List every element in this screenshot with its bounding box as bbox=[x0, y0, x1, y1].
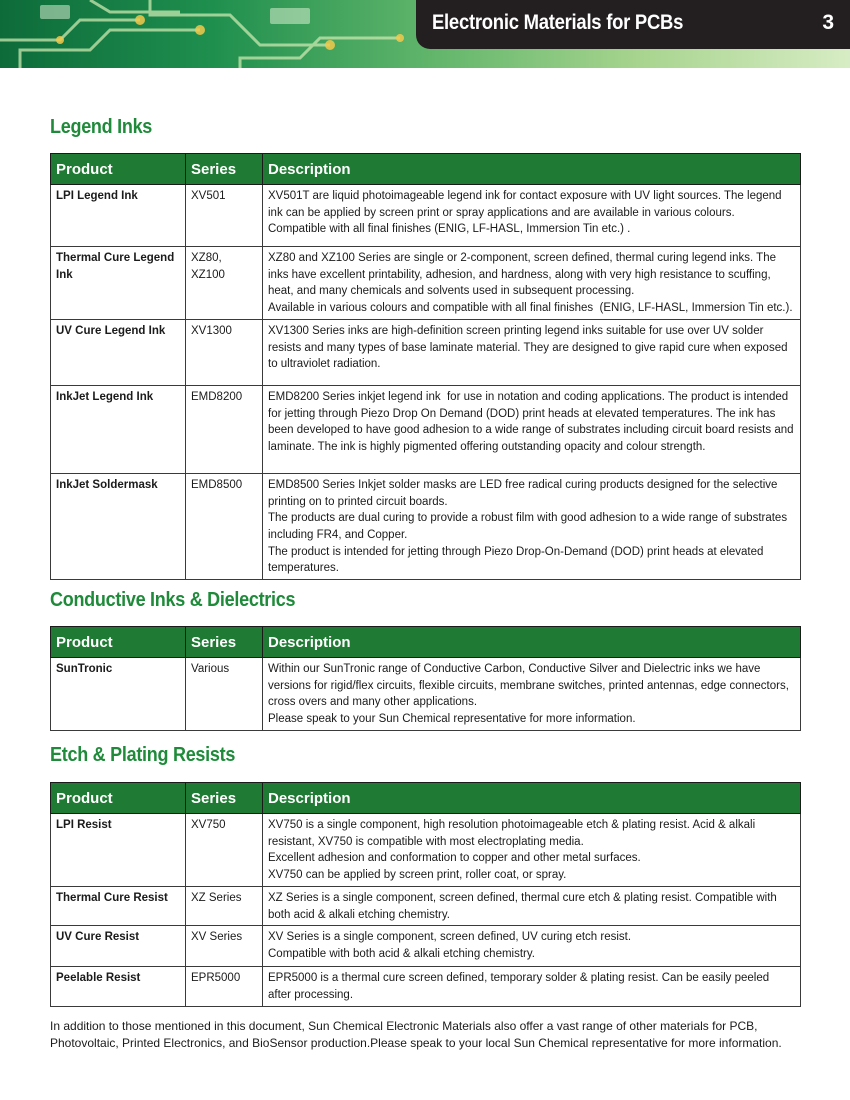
product-name: InkJet Legend Ink bbox=[51, 385, 186, 473]
product-description bbox=[263, 185, 801, 247]
table-row bbox=[51, 814, 801, 887]
description-line: Available in various colours and compatible with all final finishes (ENIG, LF-HASL, Immersion Tin etc.). bbox=[268, 302, 793, 315]
column-header-description: Description bbox=[263, 154, 801, 185]
table-row bbox=[51, 926, 801, 967]
column-header-series: Series bbox=[186, 627, 263, 658]
product-series: XZ80, XZ100 bbox=[186, 247, 263, 320]
section-title-etch-plating-resists: Etch & Plating Resists bbox=[50, 744, 236, 766]
product-series: EPR5000 bbox=[186, 967, 263, 1006]
table-row bbox=[51, 473, 801, 579]
page-number: 3 bbox=[822, 11, 834, 34]
table-row bbox=[51, 185, 801, 247]
table-row bbox=[51, 967, 801, 1006]
etch-plating-resists-table bbox=[50, 782, 801, 1007]
column-header-description: Description bbox=[263, 627, 801, 658]
description-line: XV1300 Series inks are high-definition screen printing legend inks suitable for use over UV solder resists and many types of base laminate material. They are designed to give rapid cure when exposed to ultraviolet radiation. bbox=[268, 324, 791, 371]
product-name: SunTronic bbox=[51, 658, 186, 731]
conductive-inks-table bbox=[50, 626, 801, 731]
product-description bbox=[263, 247, 801, 320]
table-row bbox=[51, 658, 801, 731]
column-header-series: Series bbox=[186, 154, 263, 185]
description-line: The products are dual curing to provide a robust film with good adhesion to a wide range of substrates including FR4, and Copper. bbox=[268, 512, 791, 541]
product-name: UV Cure Resist bbox=[51, 926, 186, 967]
table-row bbox=[51, 385, 801, 473]
description-line: EMD8500 Series Inkjet solder masks are LED free radical curing products designed for the selective printing on to printed circuit boards. bbox=[268, 478, 781, 508]
product-series: EMD8500 bbox=[186, 473, 263, 579]
legend-inks-table bbox=[50, 153, 801, 580]
product-description bbox=[263, 814, 801, 887]
description-line: XV501T are liquid photoimageable legend ink for contact exposure with UV light sources. The legend ink can be applied by screen print or spray applications and are available in various colours. Compatible with all final finishes (ENIG, LF-HASL, Immersion Tin etc.) . bbox=[268, 190, 785, 236]
product-description bbox=[263, 967, 801, 1006]
column-header-series: Series bbox=[186, 783, 263, 814]
description-line: EMD8200 Series inkjet legend ink for use in notation and coding applications. The product is intended for jetting through Piezo Drop On Demand (DOD) print heads at elevated temperatures. The ink has been developed to have good adhesion to a wide range of substrates including circuit board resists and laminate. The ink is highly pigmented offering outstanding opacity and colour strength. bbox=[268, 390, 797, 453]
table-header-row bbox=[51, 154, 801, 185]
description-line: Excellent adhesion and conformation to copper and other metal surfaces. bbox=[268, 852, 641, 865]
product-description bbox=[263, 926, 801, 967]
product-description bbox=[263, 886, 801, 925]
section-title-legend-inks: Legend Inks bbox=[50, 116, 153, 138]
product-name: Thermal Cure Legend Ink bbox=[51, 247, 186, 320]
description-line: EPR5000 is a thermal cure screen defined, temporary solder & plating resist. Can be easily peeled after processing. bbox=[268, 972, 773, 1001]
product-series: XV750 bbox=[186, 814, 263, 887]
product-name: UV Cure Legend Ink bbox=[51, 319, 186, 385]
header-banner bbox=[0, 0, 850, 68]
product-series: XZ Series bbox=[186, 886, 263, 925]
description-line: The product is intended for jetting through Piezo Drop-On-Demand (DOD) print heads at elevated temperatures. bbox=[268, 545, 767, 575]
table-row bbox=[51, 319, 801, 385]
product-name: LPI Resist bbox=[51, 814, 186, 887]
header-title-tab bbox=[416, 0, 850, 49]
product-series: XV501 bbox=[186, 185, 263, 247]
product-series: XV1300 bbox=[186, 319, 263, 385]
product-name: InkJet Soldermask bbox=[51, 473, 186, 579]
column-header-product: Product bbox=[51, 154, 186, 185]
product-description bbox=[263, 319, 801, 385]
product-series: EMD8200 bbox=[186, 385, 263, 473]
description-line: Compatible with both acid & alkali etching chemistry. bbox=[268, 947, 535, 960]
table-header-row bbox=[51, 783, 801, 814]
table-row bbox=[51, 886, 801, 925]
footer-note: In addition to those mentioned in this document, Sun Chemical Electronic Materials also offer a vast range of other materials for PCB, Photovoltaic, Printed Electronics, and BioSensor production.Please speak to your local Sun Chemical representative for more information. bbox=[50, 1019, 782, 1050]
description-line: Please speak to your Sun Chemical representative for more information. bbox=[268, 713, 636, 726]
product-name: Thermal Cure Resist bbox=[51, 886, 186, 925]
product-name: LPI Legend Ink bbox=[51, 185, 186, 247]
product-description bbox=[263, 385, 801, 473]
product-description bbox=[263, 473, 801, 579]
product-description bbox=[263, 658, 801, 731]
product-name: Peelable Resist bbox=[51, 967, 186, 1006]
section-title-conductive-inks: Conductive Inks & Dielectrics bbox=[50, 589, 296, 611]
column-header-product: Product bbox=[51, 627, 186, 658]
product-series: Various bbox=[186, 658, 263, 731]
column-header-description: Description bbox=[263, 783, 801, 814]
table-header-row bbox=[51, 627, 801, 658]
column-header-product: Product bbox=[51, 783, 186, 814]
description-line: XZ Series is a single component, screen defined, thermal cure etch & plating resist. Compatible with both acid & alkali etching chemistry. bbox=[268, 891, 781, 921]
description-line: XV750 can be applied by screen print, roller coat, or spray. bbox=[268, 869, 567, 882]
description-line: XZ80 and XZ100 Series are single or 2-component, screen defined, thermal curing legend inks. The inks have excellent printability, adhesion, and hardness, along with very high resistance to scuffing, heat, and many chemicals and solvents used in subsequent processing. bbox=[268, 252, 780, 298]
description-line: XV Series is a single component, screen defined, UV curing etch resist. bbox=[268, 931, 632, 944]
table-row bbox=[51, 247, 801, 320]
product-series: XV Series bbox=[186, 926, 263, 967]
page-header-title: Electronic Materials for PCBs bbox=[432, 11, 684, 34]
description-line: XV750 is a single component, high resolution photoimageable etch & plating resist. Acid & alkali resistant, XV750 is compatible with most electroplating media. bbox=[268, 819, 759, 848]
description-line: Within our SunTronic range of Conductive Carbon, Conductive Silver and Dielectric inks we have versions for rigid/flex circuits, flexible circuits, membrane switches, printed antennas, edge connectors, cross overs and many other applications. bbox=[268, 663, 793, 709]
